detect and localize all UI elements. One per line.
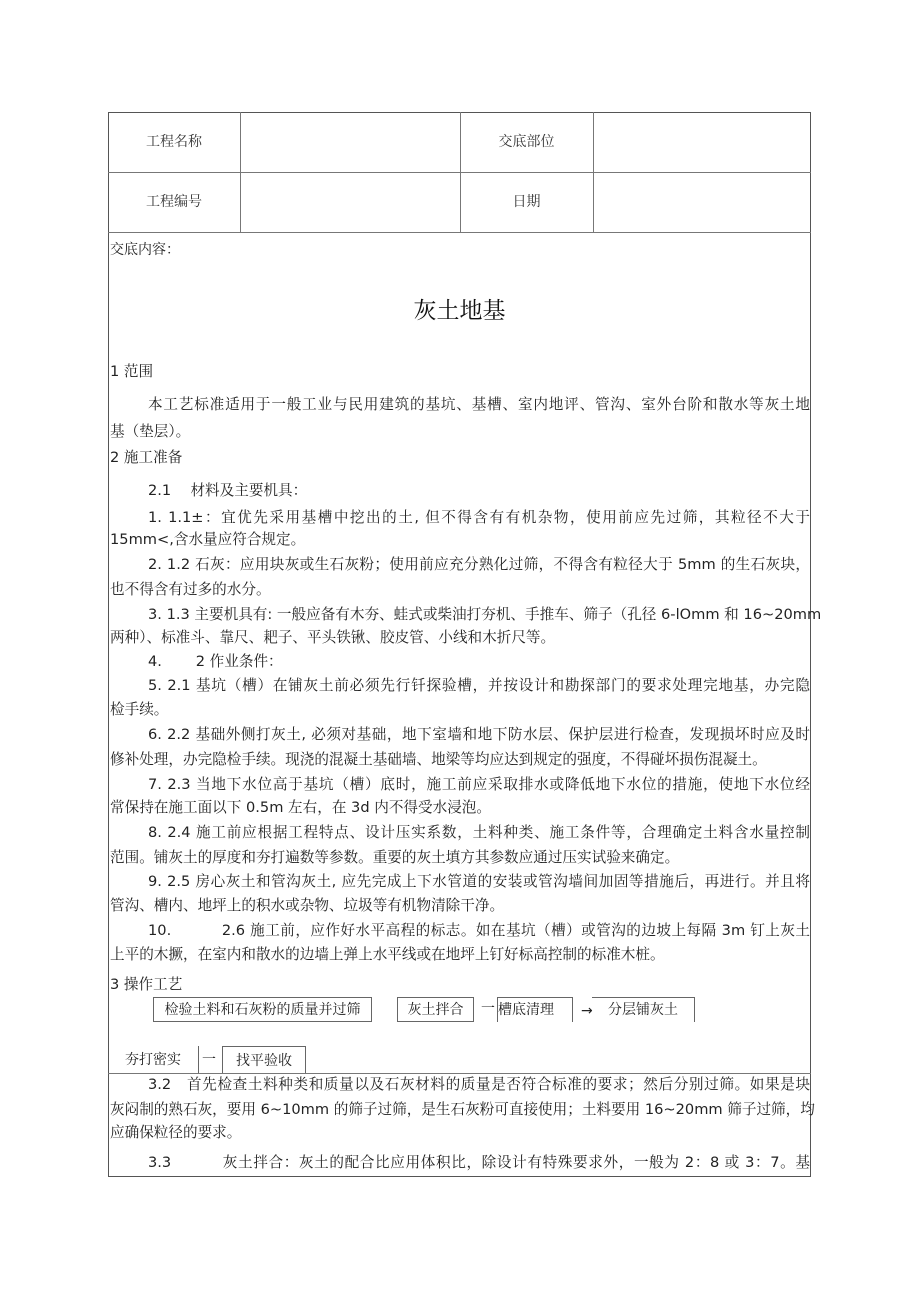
paragraph-line: 1. 1.1±：宜优先采用基槽中挖出的土, 但不得含有有机杂物，使用前应先过筛，其粒径不大于 xyxy=(148,509,810,526)
divider xyxy=(108,232,811,233)
paragraph-line: 10. 2.6 施工前，应作好水平高程的标志。如在基坑（槽）或管沟的边坡上每隔 3m 钉上灰土 xyxy=(148,922,810,939)
paragraph-line: 9. 2.5 房心灰土和管沟灰土, 应先完成上下水管道的安装或管沟墙间加固等措施后，再进行。并且将 xyxy=(148,873,810,890)
paragraph-line: 6. 2.2 基础外侧打灰土, 必须对基础，地下室墙和地下防水层、保护层进行检查，发现损坏时应及时 xyxy=(148,726,810,743)
paragraph-line: 3.3 灰土拌合：灰土的配合比应用体积比，除设计有特殊要求外，一般为 2：8 或 3：7。基 xyxy=(148,1154,810,1171)
paragraph-line: 检手续。 xyxy=(110,701,169,718)
paragraph-line: 灰闷制的熟石灰，要用 6~10mm 的筛子过筛，是生石灰粉可直接使用；土料要用 16~20mm 筛子过筛，均 xyxy=(110,1101,815,1118)
section-heading: 1 范围 xyxy=(110,363,154,380)
content-label: 交底内容： xyxy=(110,242,180,258)
divider xyxy=(593,112,594,232)
paragraph-line: 修补处理，办完隐检手续。现浇的混凝土基础墙、地梁等均应达到规定的强度，不得碰坏损伤混凝土。 xyxy=(110,751,767,768)
paragraph-line: 7. 2.3 当地下水位高于基坑（槽）底时，施工前应采取排水或降低地下水位的措施，使地下水位经 xyxy=(148,776,810,793)
flow-step-compaction: 夯打密实 xyxy=(108,1046,199,1073)
flow-connector: 一 xyxy=(202,1052,216,1068)
divider xyxy=(108,1073,811,1074)
paragraph-line: 2. 1.2 石灰：应用块灰或生石灰粉；使用前应充分熟化过筛，不得含有粒径大于 5mm 的生石灰块， xyxy=(148,556,810,573)
subsection-heading: 4. 2 作业条件： xyxy=(148,653,283,670)
divider xyxy=(460,112,461,232)
handover-part-label: 交底部位 xyxy=(498,134,555,150)
paragraph-line: 5. 2.1 基坑（槽）在铺灰土前必须先行钎探验槽，并按设计和勘探部门的要求处理完地基，办完隐 xyxy=(148,677,810,694)
flow-step-leveling-acceptance: 找平验收 xyxy=(222,1046,306,1073)
paragraph-line: 常保持在施工面以下 0.5m 左右，在 3d 内不得受水浸泡。 xyxy=(110,799,491,816)
flow-connector: 一 xyxy=(481,1001,495,1017)
paragraph-line: 3.2 首先检查土料种类和质量以及石灰材料的质量是否符合标准的要求；然后分别过筛。如果是块 xyxy=(148,1076,810,1093)
paragraph-line: 15mm<,含水量应符合规定。 xyxy=(110,531,306,548)
paragraph-line: 上平的木撅，在室内和散水的边墙上弹上水平线或在地坪上钉好标高控制的标准木桩。 xyxy=(110,946,665,963)
paragraph-line: 也不得含有过多的水分。 xyxy=(110,581,271,598)
flow-step-layered-spreading: 分层铺灰土 xyxy=(592,997,695,1022)
paragraph-line: 8. 2.4 施工前应根据工程特点、设计压实系数，土料种类、施工条件等，合理确定土料含水量控制 xyxy=(148,824,810,841)
divider xyxy=(240,112,241,232)
document-title: 灰土地基 xyxy=(413,298,506,324)
paragraph-line: 管沟、槽内、地坪上的积水或杂物、垃圾等有机物清除干净。 xyxy=(110,897,505,914)
paragraph-line: 本工艺标准适用于一般工业与民用建筑的基坑、基槽、室内地评、管沟、室外台阶和散水等灰土地 xyxy=(148,396,810,413)
project-number-label: 工程编号 xyxy=(146,194,202,210)
project-name-label: 工程名称 xyxy=(146,134,202,150)
flow-step-trench-cleaning: 槽底清理 xyxy=(497,997,573,1022)
subsection-heading: 2.1 材料及主要机具： xyxy=(148,482,308,499)
paragraph-line: 基（垫层）。 xyxy=(110,423,191,440)
paragraph-line: 3. 1.3 主要机具有: 一般应备有木夯、蛙式或柴油打夯机、手推车、筛子（孔径 6-lOmm 和 16~20mm xyxy=(148,606,822,623)
section-heading: 3 操作工艺 xyxy=(110,976,183,993)
flow-step-inspect-sieve: 检验土料和石灰粉的质量并过筛 xyxy=(153,997,372,1022)
flow-step-mixing: 灰土拌合 xyxy=(397,997,474,1022)
paragraph-line: 两种）、标准斗、靠尺、耙子、平头铁锹、胶皮管、小线和木折尺等。 xyxy=(110,629,556,646)
arrow-right-icon: → xyxy=(581,1003,593,1019)
paragraph-line: 范围。铺灰土的厚度和夯打遍数等参数。重要的灰土填方其参数应通过压实试验来确定。 xyxy=(110,849,680,866)
paragraph-line: 应确保粒径的要求。 xyxy=(110,1124,242,1141)
section-heading: 2 施工准备 xyxy=(110,449,183,466)
date-label: 日期 xyxy=(512,194,541,210)
